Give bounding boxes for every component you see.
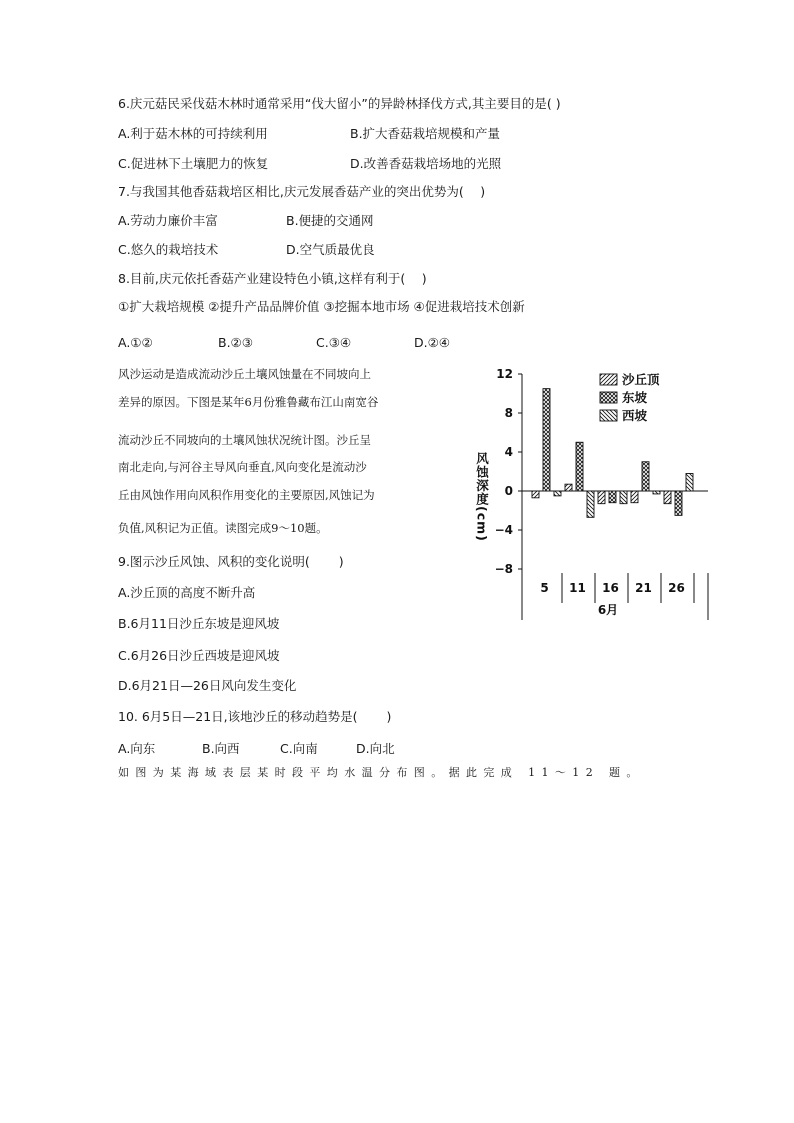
y-tick-label: 4: [504, 445, 513, 459]
q9-option-c: C.6月26日沙丘西坡是迎风坡: [118, 648, 280, 663]
bar: [620, 491, 627, 504]
passage-line: 流动沙丘不同坡向的土壤风蚀状况统计图。沙丘呈: [118, 433, 371, 447]
legend-label: 沙丘顶: [622, 372, 660, 387]
passage-line: 负值,风积记为正值。读图完成9～10题。: [118, 521, 328, 535]
q8-stem: 8.目前,庆元依托香菇产业建设特色小镇,这样有利于( ): [118, 271, 427, 286]
x-tick-label: 5: [540, 581, 549, 595]
y-tick-label: −4: [494, 523, 513, 537]
x-tick-label: 11: [569, 581, 586, 595]
q7-option-b: B.便捷的交通网: [286, 213, 374, 228]
q10-option-c: C.向南: [280, 741, 318, 756]
q9-stem: 9.图示沙丘风蚀、风积的变化说明( ): [118, 554, 344, 569]
q10-option-d: D.向北: [356, 741, 395, 756]
bar: [565, 484, 572, 491]
legend-label: 西坡: [622, 408, 648, 423]
y-tick-label: 12: [496, 367, 513, 381]
q8-option-a: A.①②: [118, 335, 153, 350]
y-axis-label: 风蚀深度(cm): [474, 452, 490, 542]
x-tick-label: 21: [635, 581, 652, 595]
bar: [642, 462, 649, 491]
q8-option-c: C.③④: [316, 335, 352, 350]
x-tick-label: 16: [602, 581, 619, 595]
passage-line: 南北走向,与河谷主导风向垂直,风向变化是流动沙: [118, 460, 367, 474]
bar: [664, 491, 671, 504]
q10-stem: 10. 6月5日—21日,该地沙丘的移动趋势是( ): [118, 709, 392, 724]
q7-stem: 7.与我国其他香菇栽培区相比,庆元发展香菇产业的突出优势为( ): [118, 184, 486, 199]
legend-swatch: [600, 410, 617, 421]
bar: [587, 491, 594, 517]
bar: [675, 491, 682, 515]
legend-label: 东坡: [622, 390, 648, 405]
bar: [532, 491, 539, 498]
q7-option-c: C.悠久的栽培技术: [118, 242, 219, 257]
q10-option-a: A.向东: [118, 741, 156, 756]
q6-stem: 6.庆元菇民采伐菇木林时通常采用“伐大留小”的异龄林择伐方式,其主要目的是( ): [118, 96, 561, 111]
bar: [609, 491, 616, 503]
legend-swatch: [600, 374, 617, 385]
bar: [554, 491, 561, 496]
bar: [598, 491, 605, 504]
passage-line: 差异的原因。下图是某年6月份雅鲁藏布江山南宽谷: [118, 395, 379, 409]
q7-option-d: D.空气质最优良: [286, 242, 375, 257]
q9-option-a: A.沙丘顶的高度不断升高: [118, 585, 256, 600]
passage-line: 风沙运动是造成流动沙丘土壤风蚀量在不同坡向上: [118, 367, 371, 381]
y-tick-label: 0: [504, 484, 513, 498]
x-axis-label: 6月: [597, 603, 619, 617]
bar: [686, 473, 693, 491]
y-tick-label: −8: [494, 562, 513, 576]
next-section-intro: 如图为某海域表层某时段平均水温分布图。据此完成 11～12 题。: [118, 766, 644, 779]
bar: [653, 491, 660, 494]
q9-option-d: D.6月21日—26日风向发生变化: [118, 678, 297, 693]
q9-option-b: B.6月11日沙丘东坡是迎风坡: [118, 616, 280, 631]
passage-line: 丘由风蚀作用向风积作用变化的主要原因,风蚀记为: [118, 488, 375, 502]
wind-erosion-chart: [450, 362, 742, 624]
q6-option-b: B.扩大香菇栽培规模和产量: [350, 126, 501, 141]
bar: [543, 389, 550, 491]
q6-option-d: D.改善香菇栽培场地的光照: [350, 156, 502, 171]
y-tick-label: 8: [504, 406, 513, 420]
x-tick-label: 26: [668, 581, 685, 595]
q8-statements: ①扩大栽培规模 ②提升产品品牌价值 ③挖掘本地市场 ④促进栽培技术创新: [118, 299, 525, 314]
q7-option-a: A.劳动力廉价丰富: [118, 213, 218, 228]
bar: [631, 491, 638, 503]
legend-swatch: [600, 392, 617, 403]
q6-option-a: A.利于菇木林的可持续利用: [118, 126, 268, 141]
bar: [576, 442, 583, 491]
q6-option-c: C.促进林下土壤肥力的恢复: [118, 156, 269, 171]
q8-option-b: B.②③: [218, 335, 253, 350]
q8-option-d: D.②④: [414, 335, 451, 350]
q10-option-b: B.向西: [202, 741, 240, 756]
